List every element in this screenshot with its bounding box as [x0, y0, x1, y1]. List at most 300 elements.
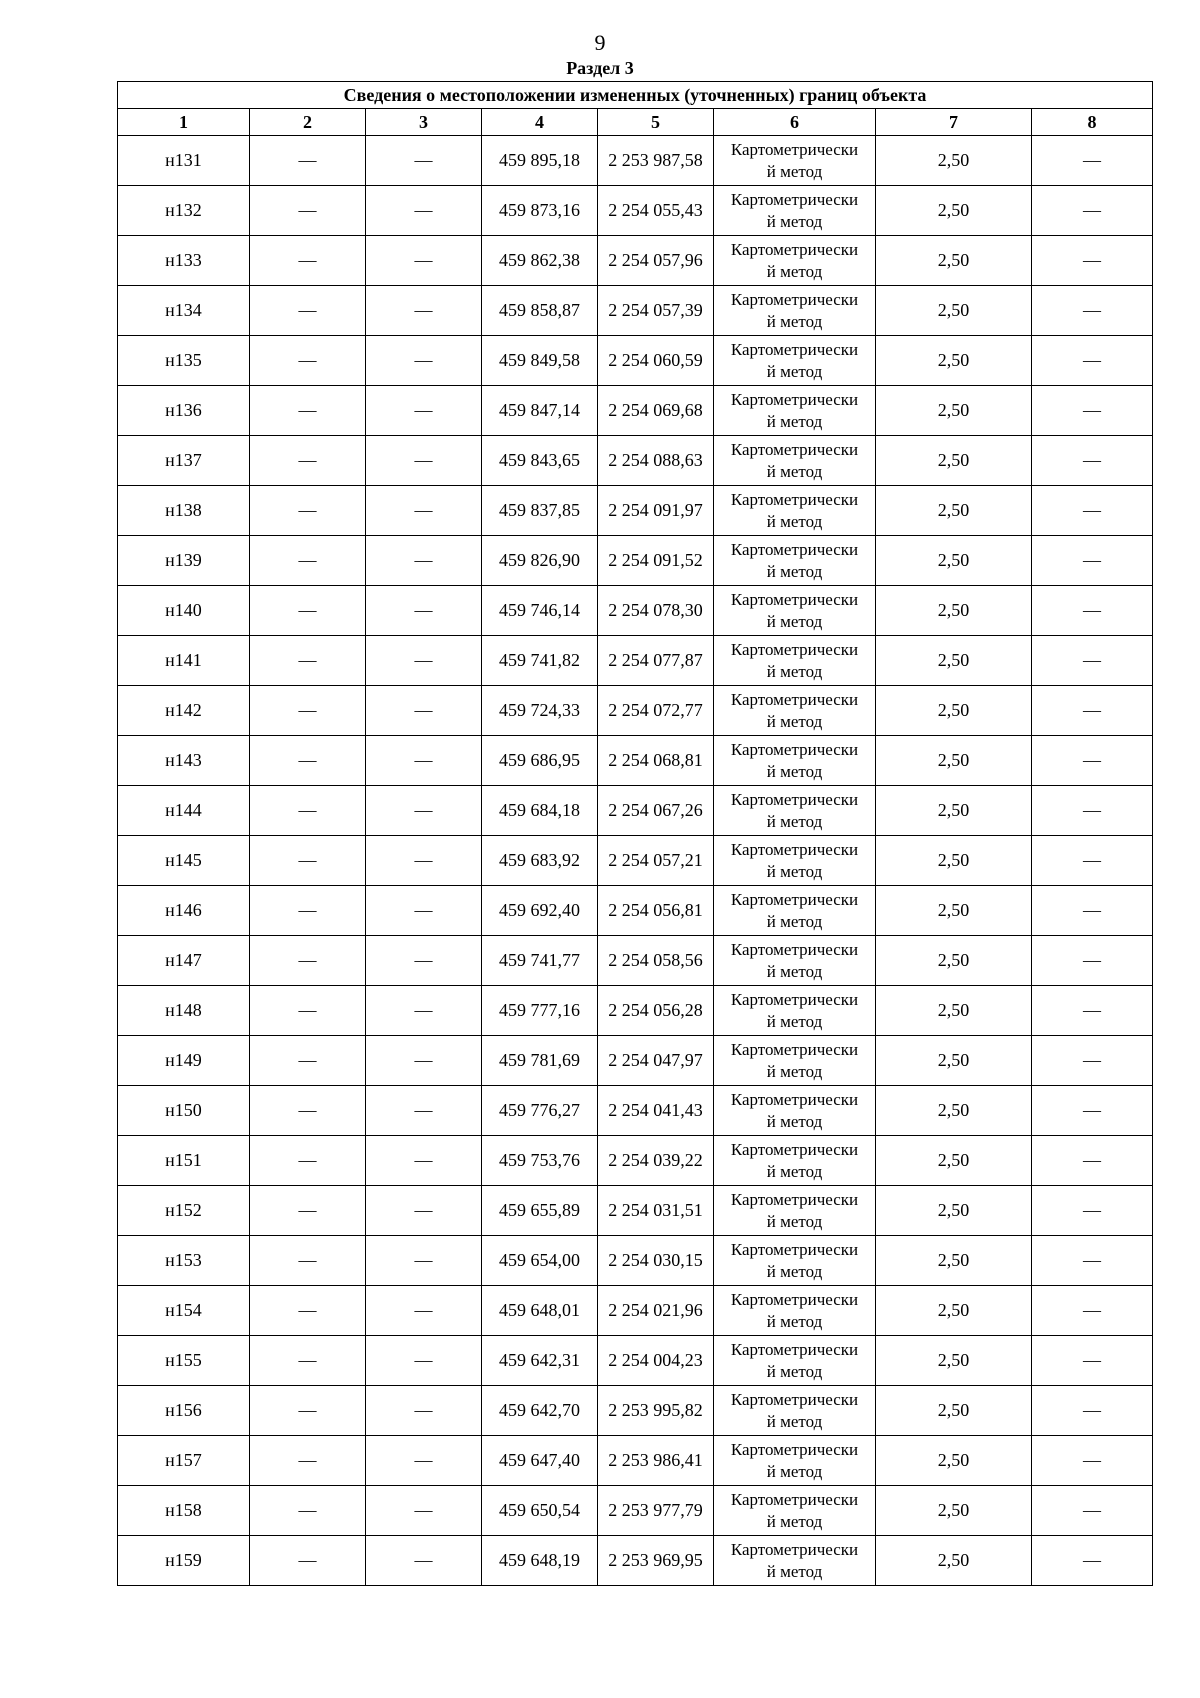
point-cell: н159 — [118, 1536, 250, 1586]
method-line-2: й метод — [766, 411, 823, 431]
point-cell: н131 — [118, 136, 250, 186]
x-coordinate-cell: 459 648,01 — [482, 1286, 598, 1336]
point-cell: н150 — [118, 1086, 250, 1136]
dash-cell: — — [1032, 986, 1153, 1036]
point-cell: н143 — [118, 736, 250, 786]
accuracy-cell: 2,50 — [876, 1286, 1032, 1336]
column-number-row — [118, 109, 1153, 136]
dash-cell: — — [1032, 886, 1153, 936]
x-coordinate-cell: 459 648,19 — [482, 1536, 598, 1586]
method-line-2: й метод — [766, 511, 823, 531]
x-coordinate-cell: 459 826,90 — [482, 536, 598, 586]
method-cell — [714, 1536, 876, 1586]
dash-cell: — — [1032, 1086, 1153, 1136]
dash-cell: — — [1032, 136, 1153, 186]
method-line-1: Картометрически — [730, 589, 859, 609]
y-coordinate-cell: 2 254 057,96 — [598, 236, 714, 286]
method-cell — [714, 486, 876, 536]
method-cell — [714, 1086, 876, 1136]
x-coordinate-cell: 459 777,16 — [482, 986, 598, 1036]
dash-cell: — — [366, 586, 482, 636]
accuracy-cell: 2,50 — [876, 836, 1032, 886]
accuracy-cell: 2,50 — [876, 536, 1032, 586]
accuracy-cell: 2,50 — [876, 786, 1032, 836]
y-coordinate-cell: 2 253 986,41 — [598, 1436, 714, 1486]
y-coordinate-cell: 2 254 031,51 — [598, 1186, 714, 1236]
method-line-2: й метод — [766, 1161, 823, 1181]
dash-cell: — — [250, 986, 366, 1036]
dash-cell: — — [250, 286, 366, 336]
method-line-2: й метод — [766, 1211, 823, 1231]
method-cell — [714, 336, 876, 386]
dash-cell: — — [366, 136, 482, 186]
y-coordinate-cell: 2 254 021,96 — [598, 1286, 714, 1336]
method-line-2: й метод — [766, 1061, 823, 1081]
x-coordinate-cell: 459 741,77 — [482, 936, 598, 986]
method-line-2: й метод — [766, 211, 823, 231]
dash-cell: — — [250, 586, 366, 636]
method-cell — [714, 836, 876, 886]
table-row — [118, 486, 1153, 536]
method-cell — [714, 1036, 876, 1086]
method-line-1: Картометрически — [730, 739, 859, 759]
method-cell — [714, 686, 876, 736]
dash-cell: — — [366, 336, 482, 386]
point-cell: н156 — [118, 1386, 250, 1436]
method-line-1: Картометрически — [730, 339, 859, 359]
dash-cell: — — [1032, 436, 1153, 486]
method-line-2: й метод — [766, 1561, 823, 1581]
table-row — [118, 1386, 1153, 1436]
method-line-2: й метод — [766, 1511, 823, 1531]
dash-cell: — — [366, 686, 482, 736]
method-line-2: й метод — [766, 711, 823, 731]
point-cell: н146 — [118, 886, 250, 936]
table-title: Сведения о местоположении измененных (уточненных) границ объекта — [118, 82, 1153, 109]
dash-cell: — — [250, 486, 366, 536]
x-coordinate-cell: 459 654,00 — [482, 1236, 598, 1286]
method-line-2: й метод — [766, 961, 823, 981]
dash-cell: — — [250, 536, 366, 586]
accuracy-cell: 2,50 — [876, 986, 1032, 1036]
point-cell: н136 — [118, 386, 250, 436]
x-coordinate-cell: 459 858,87 — [482, 286, 598, 336]
y-coordinate-cell: 2 254 069,68 — [598, 386, 714, 436]
method-cell — [714, 1236, 876, 1286]
x-coordinate-cell: 459 642,31 — [482, 1336, 598, 1386]
method-line-1: Картометрически — [730, 389, 859, 409]
table-row — [118, 286, 1153, 336]
method-line-2: й метод — [766, 561, 823, 581]
method-cell — [714, 1186, 876, 1236]
table-row — [118, 936, 1153, 986]
dash-cell: — — [250, 1036, 366, 1086]
point-cell: н145 — [118, 836, 250, 886]
point-cell: н157 — [118, 1436, 250, 1486]
dash-cell: — — [1032, 536, 1153, 586]
method-line-1: Картометрически — [730, 1439, 859, 1459]
table-row — [118, 636, 1153, 686]
table-row — [118, 1236, 1153, 1286]
dash-cell: — — [250, 1186, 366, 1236]
y-coordinate-cell: 2 254 041,43 — [598, 1086, 714, 1136]
column-number: 4 — [482, 109, 598, 136]
dash-cell: — — [366, 1536, 482, 1586]
method-cell — [714, 1286, 876, 1336]
column-number: 6 — [714, 109, 876, 136]
table-row — [118, 386, 1153, 436]
accuracy-cell: 2,50 — [876, 936, 1032, 986]
dash-cell: — — [366, 286, 482, 336]
dash-cell: — — [366, 1086, 482, 1136]
column-number: 3 — [366, 109, 482, 136]
accuracy-cell: 2,50 — [876, 886, 1032, 936]
accuracy-cell: 2,50 — [876, 1436, 1032, 1486]
y-coordinate-cell: 2 253 995,82 — [598, 1386, 714, 1436]
x-coordinate-cell: 459 746,14 — [482, 586, 598, 636]
method-line-1: Картометрически — [730, 139, 859, 159]
method-cell — [714, 786, 876, 836]
dash-cell: — — [366, 1036, 482, 1086]
x-coordinate-cell: 459 873,16 — [482, 186, 598, 236]
point-cell: н135 — [118, 336, 250, 386]
dash-cell: — — [366, 1386, 482, 1436]
point-cell: н158 — [118, 1486, 250, 1536]
dash-cell: — — [1032, 1336, 1153, 1386]
method-cell — [714, 186, 876, 236]
point-cell: н149 — [118, 1036, 250, 1086]
accuracy-cell: 2,50 — [876, 1386, 1032, 1436]
method-cell — [714, 936, 876, 986]
accuracy-cell: 2,50 — [876, 1036, 1032, 1086]
method-line-1: Картометрически — [730, 1039, 859, 1059]
method-line-2: й метод — [766, 1361, 823, 1381]
table-row — [118, 586, 1153, 636]
point-cell: н147 — [118, 936, 250, 986]
method-cell — [714, 436, 876, 486]
dash-cell: — — [1032, 1286, 1153, 1336]
table-row — [118, 1286, 1153, 1336]
y-coordinate-cell: 2 254 057,39 — [598, 286, 714, 336]
y-coordinate-cell: 2 254 047,97 — [598, 1036, 714, 1086]
x-coordinate-cell: 459 753,76 — [482, 1136, 598, 1186]
table-row — [118, 536, 1153, 586]
column-number: 1 — [118, 109, 250, 136]
x-coordinate-cell: 459 724,33 — [482, 686, 598, 736]
method-cell — [714, 136, 876, 186]
table-row — [118, 1036, 1153, 1086]
dash-cell: — — [1032, 486, 1153, 536]
dash-cell: — — [250, 186, 366, 236]
dash-cell: — — [366, 436, 482, 486]
method-line-1: Картометрически — [730, 289, 859, 309]
method-line-1: Картометрически — [730, 1289, 859, 1309]
dash-cell: — — [366, 1236, 482, 1286]
dash-cell: — — [250, 336, 366, 386]
x-coordinate-cell: 459 692,40 — [482, 886, 598, 936]
x-coordinate-cell: 459 650,54 — [482, 1486, 598, 1536]
accuracy-cell: 2,50 — [876, 386, 1032, 436]
method-line-1: Картометрически — [730, 839, 859, 859]
point-cell: н152 — [118, 1186, 250, 1236]
y-coordinate-cell: 2 253 969,95 — [598, 1536, 714, 1586]
method-line-1: Картометрически — [730, 489, 859, 509]
dash-cell: — — [250, 1236, 366, 1286]
method-cell — [714, 536, 876, 586]
point-cell: н138 — [118, 486, 250, 536]
dash-cell: — — [366, 1436, 482, 1486]
dash-cell: — — [250, 1086, 366, 1136]
point-cell: н137 — [118, 436, 250, 486]
x-coordinate-cell: 459 686,95 — [482, 736, 598, 786]
accuracy-cell: 2,50 — [876, 236, 1032, 286]
method-cell — [714, 386, 876, 436]
x-coordinate-cell: 459 684,18 — [482, 786, 598, 836]
method-line-1: Картометрически — [730, 639, 859, 659]
method-line-2: й метод — [766, 861, 823, 881]
x-coordinate-cell: 459 741,82 — [482, 636, 598, 686]
table-row — [118, 686, 1153, 736]
method-line-1: Картометрически — [730, 439, 859, 459]
dash-cell: — — [250, 1536, 366, 1586]
dash-cell: — — [1032, 736, 1153, 786]
point-cell: н133 — [118, 236, 250, 286]
dash-cell: — — [366, 786, 482, 836]
table-row — [118, 1436, 1153, 1486]
accuracy-cell: 2,50 — [876, 186, 1032, 236]
point-cell: н153 — [118, 1236, 250, 1286]
table-row — [118, 186, 1153, 236]
dash-cell: — — [1032, 1186, 1153, 1236]
dash-cell: — — [366, 736, 482, 786]
point-cell: н141 — [118, 636, 250, 686]
y-coordinate-cell: 2 254 056,28 — [598, 986, 714, 1036]
dash-cell: — — [250, 836, 366, 886]
dash-cell: — — [250, 636, 366, 686]
dash-cell: — — [366, 636, 482, 686]
dash-cell: — — [366, 886, 482, 936]
y-coordinate-cell: 2 254 091,52 — [598, 536, 714, 586]
method-line-2: й метод — [766, 261, 823, 281]
method-cell — [714, 986, 876, 1036]
y-coordinate-cell: 2 254 039,22 — [598, 1136, 714, 1186]
dash-cell: — — [250, 686, 366, 736]
method-line-2: й метод — [766, 361, 823, 381]
x-coordinate-cell: 459 683,92 — [482, 836, 598, 886]
dash-cell: — — [366, 1186, 482, 1236]
method-line-1: Картометрически — [730, 1239, 859, 1259]
accuracy-cell: 2,50 — [876, 636, 1032, 686]
point-cell: н151 — [118, 1136, 250, 1186]
method-cell — [714, 636, 876, 686]
dash-cell: — — [1032, 186, 1153, 236]
column-number: 5 — [598, 109, 714, 136]
dash-cell: — — [1032, 836, 1153, 886]
dash-cell: — — [1032, 1386, 1153, 1436]
method-line-2: й метод — [766, 661, 823, 681]
accuracy-cell: 2,50 — [876, 1086, 1032, 1136]
y-coordinate-cell: 2 254 077,87 — [598, 636, 714, 686]
accuracy-cell: 2,50 — [876, 1186, 1032, 1236]
method-cell — [714, 1486, 876, 1536]
dash-cell: — — [250, 786, 366, 836]
y-coordinate-cell: 2 254 088,63 — [598, 436, 714, 486]
point-cell: н139 — [118, 536, 250, 586]
method-line-2: й метод — [766, 761, 823, 781]
method-line-2: й метод — [766, 461, 823, 481]
point-cell: н140 — [118, 586, 250, 636]
y-coordinate-cell: 2 254 078,30 — [598, 586, 714, 636]
table-row — [118, 786, 1153, 836]
x-coordinate-cell: 459 862,38 — [482, 236, 598, 286]
section-title: Раздел 3 — [566, 58, 634, 78]
accuracy-cell: 2,50 — [876, 1336, 1032, 1386]
column-number: 7 — [876, 109, 1032, 136]
dash-cell: — — [250, 1136, 366, 1186]
point-cell: н155 — [118, 1336, 250, 1386]
y-coordinate-cell: 2 254 055,43 — [598, 186, 714, 236]
dash-cell: — — [366, 986, 482, 1036]
method-cell — [714, 1136, 876, 1186]
accuracy-cell: 2,50 — [876, 736, 1032, 786]
method-line-2: й метод — [766, 1011, 823, 1031]
table-row — [118, 1136, 1153, 1186]
y-coordinate-cell: 2 254 072,77 — [598, 686, 714, 736]
dash-cell: — — [1032, 1536, 1153, 1586]
dash-cell: — — [250, 436, 366, 486]
method-line-1: Картометрически — [730, 1339, 859, 1359]
method-line-1: Картометрически — [730, 989, 859, 1009]
method-line-1: Картометрически — [730, 689, 859, 709]
accuracy-cell: 2,50 — [876, 1136, 1032, 1186]
column-number: 2 — [250, 109, 366, 136]
method-line-1: Картометрически — [730, 1489, 859, 1509]
method-cell — [714, 1436, 876, 1486]
x-coordinate-cell: 459 837,85 — [482, 486, 598, 536]
dash-cell: — — [366, 1286, 482, 1336]
dash-cell: — — [366, 1136, 482, 1186]
table-body — [118, 136, 1153, 1586]
point-cell: н154 — [118, 1286, 250, 1336]
method-line-2: й метод — [766, 1461, 823, 1481]
table-row — [118, 136, 1153, 186]
dash-cell: — — [250, 736, 366, 786]
dash-cell: — — [250, 236, 366, 286]
method-cell — [714, 586, 876, 636]
point-cell: н144 — [118, 786, 250, 836]
table-row — [118, 1486, 1153, 1536]
table-row — [118, 1536, 1153, 1586]
table-row — [118, 836, 1153, 886]
table-row — [118, 1336, 1153, 1386]
dash-cell: — — [1032, 286, 1153, 336]
table-title-row — [118, 82, 1153, 109]
method-line-1: Картометрически — [730, 1189, 859, 1209]
x-coordinate-cell: 459 849,58 — [482, 336, 598, 386]
table-row — [118, 1086, 1153, 1136]
dash-cell: — — [366, 386, 482, 436]
method-line-1: Картометрически — [730, 539, 859, 559]
column-number: 8 — [1032, 109, 1153, 136]
accuracy-cell: 2,50 — [876, 136, 1032, 186]
table-row — [118, 436, 1153, 486]
table-row — [118, 886, 1153, 936]
method-line-1: Картометрически — [730, 189, 859, 209]
x-coordinate-cell: 459 781,69 — [482, 1036, 598, 1086]
point-cell: н148 — [118, 986, 250, 1036]
dash-cell: — — [1032, 386, 1153, 436]
x-coordinate-cell: 459 776,27 — [482, 1086, 598, 1136]
method-line-2: й метод — [766, 1311, 823, 1331]
dash-cell: — — [250, 1386, 366, 1436]
y-coordinate-cell: 2 254 058,56 — [598, 936, 714, 986]
x-coordinate-cell: 459 647,40 — [482, 1436, 598, 1486]
method-cell — [714, 236, 876, 286]
y-coordinate-cell: 2 253 977,79 — [598, 1486, 714, 1536]
table-row — [118, 336, 1153, 386]
page-number: 9 — [594, 30, 606, 55]
method-line-2: й метод — [766, 611, 823, 631]
dash-cell: — — [366, 936, 482, 986]
dash-cell: — — [1032, 1236, 1153, 1286]
method-line-1: Картометрически — [730, 1139, 859, 1159]
y-coordinate-cell: 2 254 004,23 — [598, 1336, 714, 1386]
y-coordinate-cell: 2 254 068,81 — [598, 736, 714, 786]
accuracy-cell: 2,50 — [876, 586, 1032, 636]
x-coordinate-cell: 459 655,89 — [482, 1186, 598, 1236]
point-cell: н142 — [118, 686, 250, 736]
method-cell — [714, 1336, 876, 1386]
dash-cell: — — [250, 1486, 366, 1536]
y-coordinate-cell: 2 254 091,97 — [598, 486, 714, 536]
method-line-1: Картометрически — [730, 1539, 859, 1559]
method-line-2: й метод — [766, 811, 823, 831]
method-line-1: Картометрически — [730, 789, 859, 809]
y-coordinate-cell: 2 254 060,59 — [598, 336, 714, 386]
method-line-2: й метод — [766, 161, 823, 181]
coordinates-table — [117, 81, 1153, 1586]
dash-cell: — — [1032, 636, 1153, 686]
dash-cell: — — [1032, 1036, 1153, 1086]
table-row — [118, 236, 1153, 286]
accuracy-cell: 2,50 — [876, 1236, 1032, 1286]
dash-cell: — — [250, 1336, 366, 1386]
method-cell — [714, 1386, 876, 1436]
method-line-1: Картометрически — [730, 1089, 859, 1109]
accuracy-cell: 2,50 — [876, 286, 1032, 336]
method-line-2: й метод — [766, 911, 823, 931]
dash-cell: — — [250, 936, 366, 986]
method-line-2: й метод — [766, 1261, 823, 1281]
point-cell: н134 — [118, 286, 250, 336]
method-cell — [714, 286, 876, 336]
method-line-1: Картометрически — [730, 889, 859, 909]
method-line-2: й метод — [766, 1111, 823, 1131]
dash-cell: — — [366, 236, 482, 286]
dash-cell: — — [1032, 236, 1153, 286]
y-coordinate-cell: 2 254 056,81 — [598, 886, 714, 936]
dash-cell: — — [366, 486, 482, 536]
method-line-2: й метод — [766, 311, 823, 331]
y-coordinate-cell: 2 254 067,26 — [598, 786, 714, 836]
dash-cell: — — [250, 136, 366, 186]
method-line-1: Картометрически — [730, 1389, 859, 1409]
accuracy-cell: 2,50 — [876, 436, 1032, 486]
dash-cell: — — [1032, 1486, 1153, 1536]
y-coordinate-cell: 2 254 030,15 — [598, 1236, 714, 1286]
dash-cell: — — [1032, 586, 1153, 636]
accuracy-cell: 2,50 — [876, 336, 1032, 386]
